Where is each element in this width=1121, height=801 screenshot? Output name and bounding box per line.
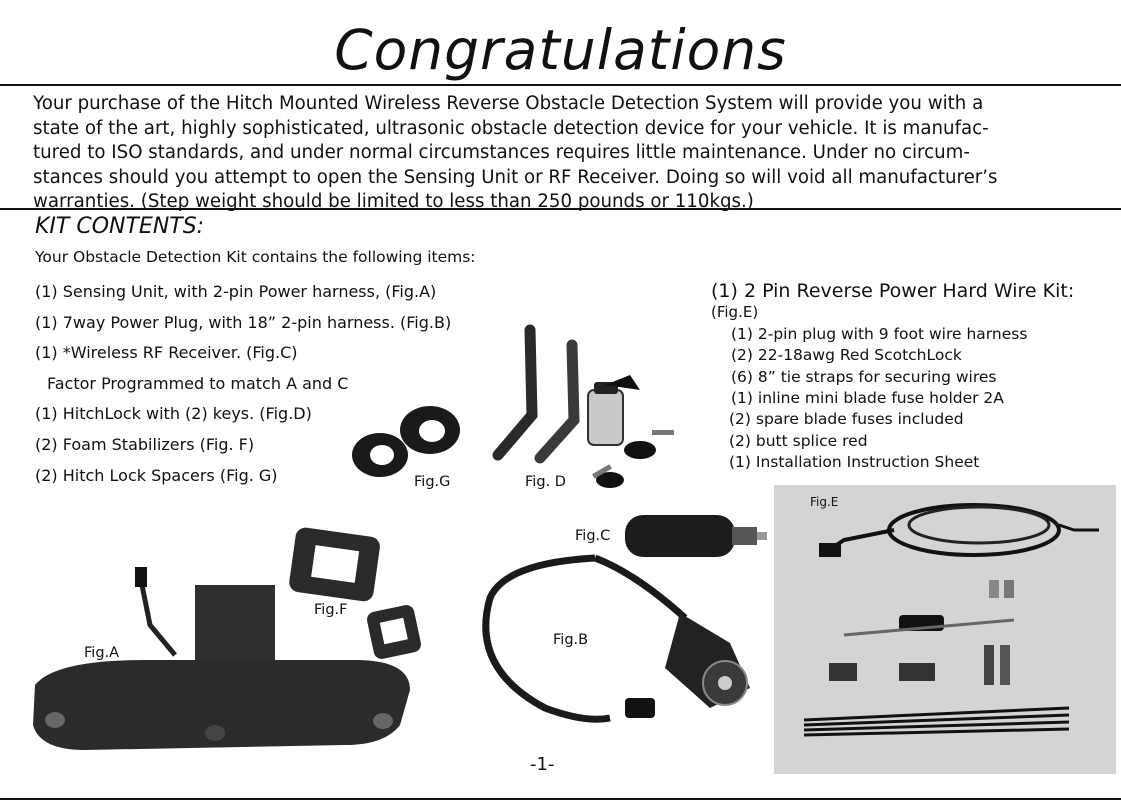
- section-rule: [0, 208, 1121, 210]
- fig-g-label: Fig.G: [414, 474, 451, 490]
- hardwire-kit-photo: [774, 485, 1116, 774]
- kit-item: (2) Foam Stabilizers (Fig. F): [35, 435, 255, 454]
- hardwire-item: (1) inline mini blade fuse holder 2A: [731, 389, 1004, 407]
- fig-d-label: Fig. D: [525, 474, 566, 490]
- kit-item-note: Factor Programmed to match A and C: [47, 374, 349, 393]
- fig-c-label: Fig.C: [575, 528, 611, 544]
- hardwire-item: (1) 2-pin plug with 9 foot wire harness: [731, 325, 1028, 343]
- fig-b-label: Fig.B: [553, 632, 589, 648]
- hardwire-item: (6) 8” tie straps for securing wires: [731, 368, 997, 386]
- hitchlock-photo: [480, 310, 695, 495]
- hardwire-item: (2) 22-18awg Red ScotchLock: [731, 346, 962, 364]
- kit-subheading: Your Obstacle Detection Kit contains the following items:: [35, 248, 476, 266]
- intro-line: state of the art, highly sophisticated, ultrasonic obstacle detection device for your vehicle. It is manufac-: [33, 117, 989, 139]
- hardwire-item: (2) spare blade fuses included: [729, 410, 964, 428]
- seven-way-plug-photo: [465, 548, 765, 738]
- hardwire-heading: (1) 2 Pin Reverse Power Hard Wire Kit:: [711, 280, 1075, 302]
- kit-item: (2) Hitch Lock Spacers (Fig. G): [35, 466, 278, 485]
- intro-line: tured to ISO standards, and under normal circumstances requires little maintenance. Under no circum-: [33, 142, 970, 163]
- fig-a-label: Fig.A: [84, 645, 120, 661]
- hardwire-fig-ref: (Fig.E): [711, 303, 759, 321]
- hardwire-item: (2) butt splice red: [729, 432, 868, 450]
- intro-line: warranties. (Step weight should be limited to less than 250 pounds or 110kgs.): [33, 191, 754, 212]
- intro-line: Your purchase of the Hitch Mounted Wireless Reverse Obstacle Detection System will provide you with a: [33, 93, 984, 114]
- fig-f-label: Fig.F: [314, 602, 348, 618]
- page-number: -1-: [530, 754, 555, 775]
- kit-item: (1) Sensing Unit, with 2-pin Power harness, (Fig.A): [35, 282, 437, 301]
- page-title: Congratulations: [334, 18, 787, 82]
- sensing-unit-photo: [25, 565, 420, 765]
- kit-item: (1) *Wireless RF Receiver. (Fig.C): [35, 343, 298, 362]
- hardwire-item: (1) Installation Instruction Sheet: [729, 453, 980, 471]
- kit-heading: KIT CONTENTS:: [35, 214, 205, 239]
- hitch-lock-spacers-photo: [345, 395, 465, 485]
- intro-paragraph: [33, 92, 1108, 215]
- kit-item: (1) HitchLock with (2) keys. (Fig.D): [35, 404, 312, 423]
- kit-item: (1) 7way Power Plug, with 18” 2-pin harness. (Fig.B): [35, 313, 452, 332]
- top-rule: [0, 84, 1121, 86]
- bottom-rule: [0, 798, 1121, 800]
- intro-line: stances should you attempt to open the Sensing Unit or RF Receiver. Doing so will void all manufacturer’s: [33, 166, 998, 188]
- fig-e-label: Fig.E: [810, 495, 839, 509]
